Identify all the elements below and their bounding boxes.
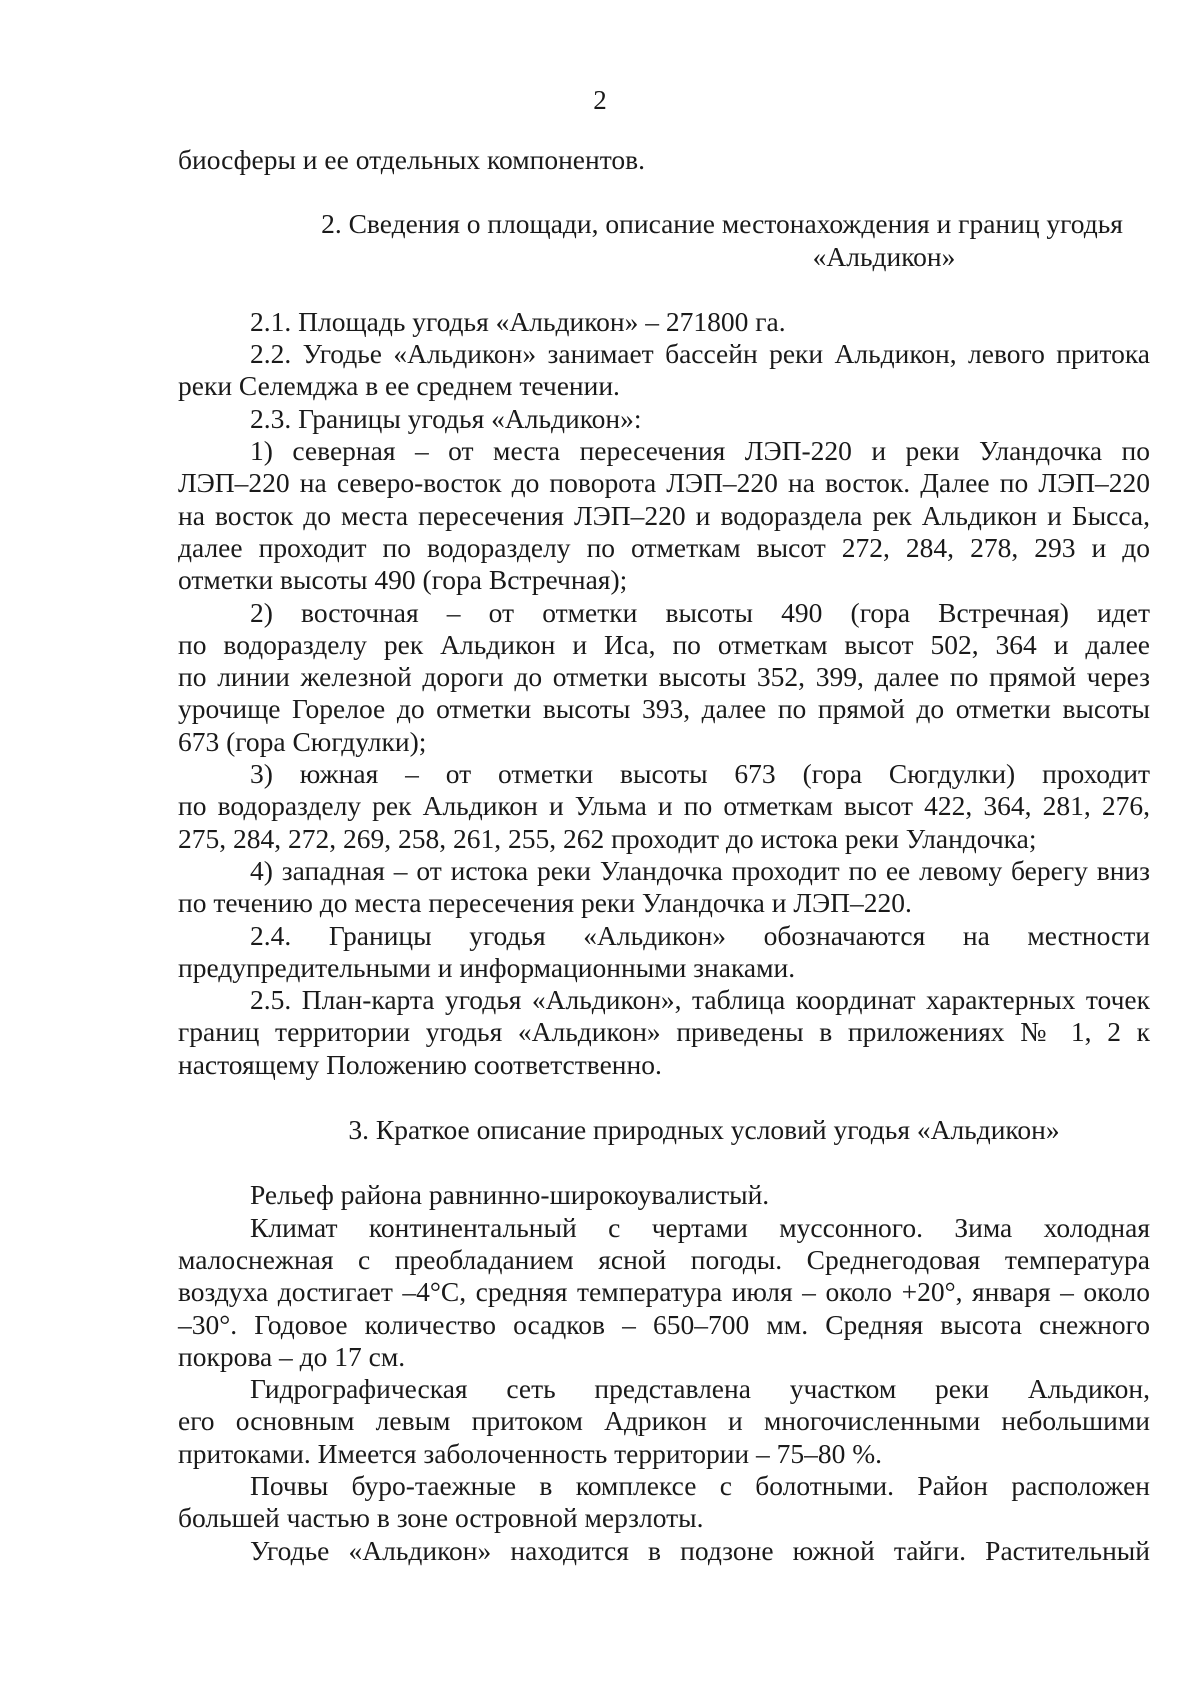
text-line: урочище Горелое до отметки высоты 393, далее по прямой до отметки высоты xyxy=(178,693,1150,725)
text-line: на восток до места пересечения ЛЭП–220 и водораздела рек Альдикон и Бысса, xyxy=(178,499,1150,531)
text-line: по водоразделу рек Альдикон и Иса, по отметкам высот 502, 364 и далее xyxy=(178,628,1150,660)
text-line: 1) северная – от места пересечения ЛЭП-220 и реки Уландочка по xyxy=(250,435,1150,467)
text-line: 275, 284, 272, 269, 258, 261, 255, 262 проходит до истока реки Уландочка; xyxy=(178,822,1037,854)
boundary-north xyxy=(178,435,1150,596)
paragraph-2-3: 2.3. Границы угодья «Альдикон»: xyxy=(250,402,642,434)
section-2-heading-line-1: 2. Сведения о площади, описание местонахождения и границ угодья xyxy=(321,208,1123,240)
paragraph-2-1: 2.1. Площадь угодья «Альдикон» – 271800 га. xyxy=(250,305,786,337)
text-line: 673 (гора Сюгдулки); xyxy=(178,725,427,757)
text-line: границ территории угодья «Альдикон» приведены в приложениях № 1, 2 к xyxy=(178,1016,1150,1048)
soils-paragraph xyxy=(178,1470,1150,1535)
text-line: по течению до места пересечения реки Уландочка и ЛЭП–220. xyxy=(178,887,912,919)
boundary-east xyxy=(178,597,1150,758)
text-line: Угодье «Альдикон» находится в подзоне южной тайги. Растительный xyxy=(250,1534,1150,1566)
text-line: воздуха достигает –4°С, средняя температура июля – около +20°, января – около xyxy=(178,1276,1150,1308)
document-body xyxy=(178,144,1150,1567)
text-line: по водоразделу рек Альдикон и Ульма и по отметкам высот 422, 364, 281, 276, xyxy=(178,790,1150,822)
climate-paragraph xyxy=(178,1212,1150,1373)
text-line: отметки высоты 490 (гора Встречная); xyxy=(178,564,628,596)
paragraph-2-2-line-1: 2.2. Угодье «Альдикон» занимает бассейн реки Альдикон, левого притока xyxy=(250,338,1150,370)
text-line: покрова – до 17 см. xyxy=(178,1340,406,1372)
text-line: малоснежная с преобладанием ясной погоды. Среднегодовая температура xyxy=(178,1243,1150,1275)
boundary-south xyxy=(178,758,1150,855)
intro-line: биосферы и ее отдельных компонентов. xyxy=(178,144,645,175)
text-line: ЛЭП–220 на северо-восток до поворота ЛЭП–220 на восток. Далее по ЛЭП–220 xyxy=(178,467,1150,499)
text-line: 2.4. Границы угодья «Альдикон» обозначаются на местности xyxy=(250,919,1150,951)
text-line: Почвы буро-таежные в комплексе с болотными. Район расположен xyxy=(250,1469,1150,1501)
text-line: Климат континентальный с чертами муссонного. Зима холодная xyxy=(250,1211,1150,1243)
text-line: 3) южная – от отметки высоты 673 (гора Сюгдулки) проходит xyxy=(250,758,1150,790)
text-line: предупредительными и информационными знаками. xyxy=(178,951,796,983)
section-2-heading-line-2: «Альдикон» xyxy=(812,240,956,272)
text-line: далее проходит по водоразделу по отметкам высот 272, 284, 278, 293 и до xyxy=(178,531,1150,563)
text-line: –30°. Годовое количество осадков – 650–700 мм. Средняя высота снежного xyxy=(178,1308,1150,1340)
text-line: притоками. Имеется заболоченность территории – 75–80 %. xyxy=(178,1437,883,1469)
relief-paragraph: Рельеф района равнинно-широкоувалистый. xyxy=(250,1179,770,1211)
text-line: по линии железной дороги до отметки высоты 352, 399, далее по прямой через xyxy=(178,661,1150,693)
section-3-heading: 3. Краткое описание природных условий угодья «Альдикон» xyxy=(348,1114,1060,1146)
text-line: 2.5. План-карта угодья «Альдикон», таблица координат характерных точек xyxy=(250,984,1150,1016)
boundary-west xyxy=(178,855,1150,920)
page-number: 2 xyxy=(593,85,607,115)
text-line: его основным левым притоком Адрикон и многочисленными небольшими xyxy=(178,1405,1150,1437)
hydrography-paragraph xyxy=(178,1373,1150,1470)
text-line: 4) западная – от истока реки Уландочка проходит по ее левому берегу вниз xyxy=(250,854,1150,886)
paragraph-2-5 xyxy=(178,984,1150,1081)
text-line: 2) восточная – от отметки высоты 490 (гора Встречная) идет xyxy=(250,596,1150,628)
text-line: настоящему Положению соответственно. xyxy=(178,1048,662,1080)
paragraph-2-4 xyxy=(178,920,1150,985)
text-line: Гидрографическая сеть представлена участком реки Альдикон, xyxy=(250,1373,1150,1405)
vegetation-paragraph xyxy=(178,1535,1150,1567)
paragraph-2-2-line-2: реки Селемджа в ее среднем течении. xyxy=(178,370,620,402)
text-line: большей частью в зоне островной мерзлоты. xyxy=(178,1502,704,1534)
